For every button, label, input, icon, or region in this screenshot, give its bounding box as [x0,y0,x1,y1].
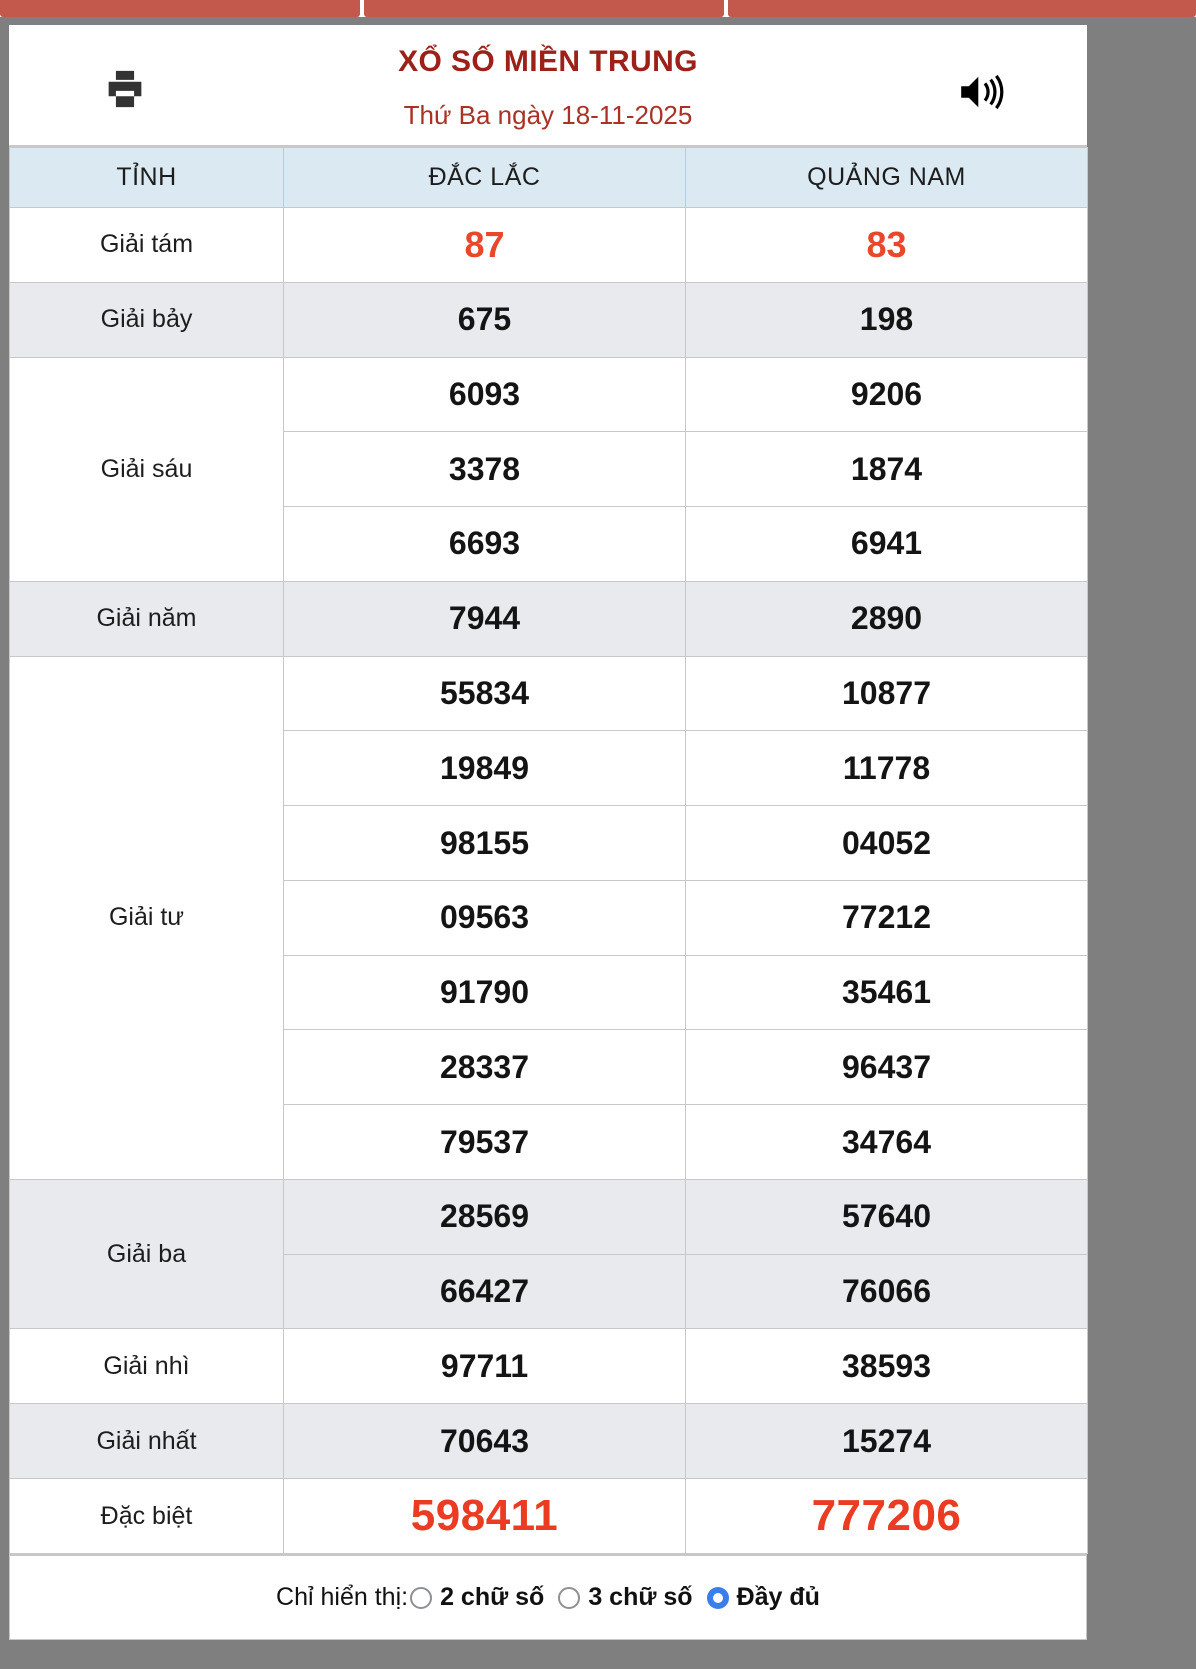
radio-circle-icon[interactable] [410,1587,432,1609]
prize-value: 70643 [284,1404,686,1479]
table-row [10,1404,1088,1479]
speaker-icon[interactable] [959,73,1009,111]
column-header-province: TỈNH [10,148,284,208]
radio-label: Đầy đủ [736,1583,820,1611]
prize-value: 6693 [284,507,686,582]
prize-value: 09563 [284,880,686,955]
prize-value-special: 598411 [284,1479,686,1554]
table-row [10,208,1088,283]
prize-label-giai-nhat: Giải nhất [10,1404,284,1479]
prize-value: 35461 [686,955,1088,1030]
table-row [10,656,1088,731]
radio-circle-icon[interactable] [558,1587,580,1609]
prize-value: 9206 [686,357,1088,432]
prize-value: 15274 [686,1404,1088,1479]
radio-label: 3 chữ số [588,1583,693,1611]
prize-label-dac-biet: Đặc biệt [10,1479,284,1554]
prize-value: 97711 [284,1329,686,1404]
prize-value: 55834 [284,656,686,731]
result-date: Thứ Ba ngày 18-11-2025 [403,100,693,130]
table-row [10,357,1088,432]
browser-tab-strip [0,0,1196,17]
column-header-dac-lac: ĐẮC LẮC [284,148,686,208]
radio-option-2-digits[interactable] [410,1583,544,1612]
prize-value: 675 [284,282,686,357]
radio-circle-selected-icon[interactable] [707,1587,729,1609]
printer-icon[interactable] [103,69,147,109]
table-row [10,581,1088,656]
prize-value: 04052 [686,806,1088,881]
prize-value: 38593 [686,1329,1088,1404]
prize-value: 77212 [686,880,1088,955]
table-header-row [10,148,1088,208]
lottery-result-card [9,25,1087,1640]
prize-value: 10877 [686,656,1088,731]
prize-value: 91790 [284,955,686,1030]
prize-value: 7944 [284,581,686,656]
prize-value: 1874 [686,432,1088,507]
prize-value: 3378 [284,432,686,507]
display-filter-bar [9,1554,1087,1640]
top-tab-2[interactable] [364,0,724,17]
display-filter-label: Chỉ hiển thị: [276,1583,409,1611]
prize-value: 57640 [686,1179,1088,1254]
prize-value: 19849 [284,731,686,806]
prize-label-giai-nhi: Giải nhì [10,1329,284,1404]
table-row [10,282,1088,357]
result-header [9,25,1087,147]
prize-value: 87 [284,208,686,283]
prize-value: 79537 [284,1105,686,1180]
prize-value: 2890 [686,581,1088,656]
prize-value: 83 [686,208,1088,283]
table-row [10,1329,1088,1404]
prize-value: 34764 [686,1105,1088,1180]
prize-value: 198 [686,282,1088,357]
radio-option-3-digits[interactable] [558,1583,692,1612]
radio-option-full[interactable] [707,1583,820,1612]
prize-label-giai-tam: Giải tám [10,208,284,283]
table-row [10,1479,1088,1554]
prize-label-giai-bay: Giải bảy [10,282,284,357]
prize-label-giai-nam: Giải năm [10,581,284,656]
prize-label-giai-tu: Giải tư [10,656,284,1179]
prize-value: 6093 [284,357,686,432]
prize-value: 11778 [686,731,1088,806]
table-row [10,1179,1088,1254]
top-tab-1[interactable] [0,0,360,17]
prize-value: 28337 [284,1030,686,1105]
prize-value: 28569 [284,1179,686,1254]
prize-value: 98155 [284,806,686,881]
prize-label-giai-sau: Giải sáu [10,357,284,581]
prize-value: 66427 [284,1254,686,1329]
prize-value-special: 777206 [686,1479,1088,1554]
prize-value: 96437 [686,1030,1088,1105]
prize-label-giai-ba: Giải ba [10,1179,284,1329]
page-title: XỔ SỐ MIỀN TRUNG [398,45,698,78]
lottery-results-table [9,147,1088,1554]
top-tab-3[interactable] [728,0,1196,17]
column-header-quang-nam: QUẢNG NAM [686,148,1088,208]
radio-label: 2 chữ số [440,1583,545,1611]
prize-value: 6941 [686,507,1088,582]
prize-value: 76066 [686,1254,1088,1329]
